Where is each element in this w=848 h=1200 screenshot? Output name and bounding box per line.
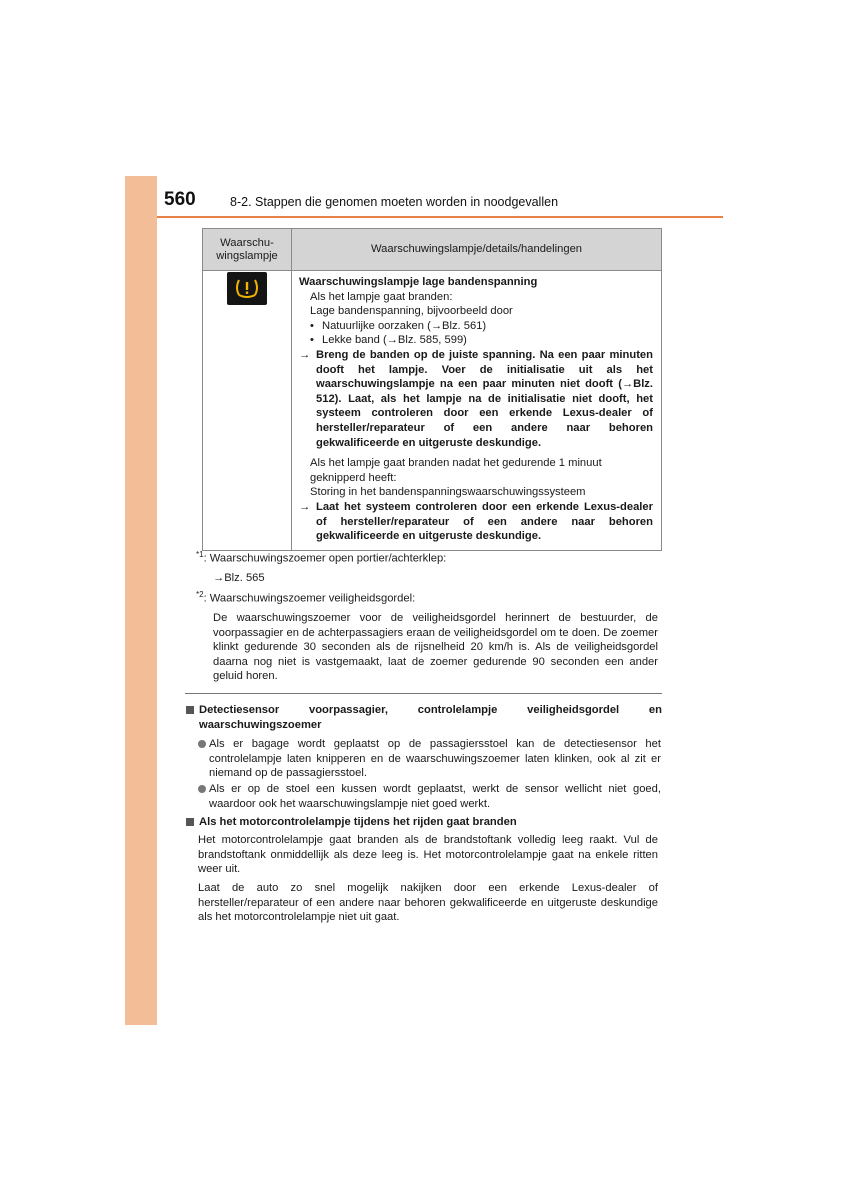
section-title: 8-2. Stappen die genomen moeten worden in noodgevallen — [230, 195, 559, 209]
warning-table — [202, 228, 662, 551]
action-2 — [299, 500, 653, 544]
section-divider — [185, 693, 662, 694]
footnote-2 — [196, 588, 415, 606]
col2-header: Waarschuwingslampje/details/handelingen — [292, 229, 662, 271]
page-number: 560 — [164, 189, 196, 210]
icon-cell — [203, 271, 292, 551]
footnote-1-ref: →Blz. 565 — [213, 572, 265, 584]
square-bullet-icon — [186, 706, 194, 714]
action-1-text: Breng de banden op de juiste spanning. Na een paar minuten dooft het lampje. Voer de initialisatie uit als het waarschuwingslampje na een paar minuten niet dooft (→Blz. 512). Laat, als het lampje na de initialisatie niet dooft, het systeem controleren door een erkende Lexus-dealer of hersteller/reparateur of een andere naar behoren gekwalificeerde en uitgeruste deskundige. — [316, 348, 653, 449]
list-item: • Natuurlijke oorzaken (→Blz. 561) — [310, 319, 487, 332]
arrow-icon: → — [299, 500, 311, 513]
list-item — [198, 782, 661, 811]
circle-bullet-icon — [198, 785, 206, 793]
section-2-heading — [186, 815, 662, 830]
condition-1: Als het lampje gaat branden: — [310, 290, 453, 303]
action-2-text: Laat het systeem controleren door een erkende Lexus-dealer of hersteller/reparateur of een andere naar behoren gekwalificeerde en uitgeruste deskundige. — [316, 500, 653, 543]
row-title: Waarschuwingslampje lage bandenspanning — [299, 276, 538, 288]
footnote-1-mark: *1 — [196, 550, 204, 559]
section-2-paragraph-1: Het motorcontrolelampje gaat branden als de brandstoftank volledig leeg raakt. Vul de brandstoftank onmiddellijk als deze leeg is. Het motorcontrolelampje gaat na enkele ritten weer uit. — [198, 834, 658, 876]
col1-header: Waarschu-wingslampje — [203, 229, 292, 271]
header-rule — [157, 216, 723, 218]
condition-1-detail: Lage bandenspanning, bijvoorbeeld door — [310, 305, 513, 318]
bullet-2: Lekke band (→Blz. 585, 599) — [322, 334, 467, 347]
list-item — [198, 737, 661, 781]
footnote-2-mark: *2 — [196, 590, 204, 599]
description-cell — [292, 271, 662, 551]
arrow-icon: → — [299, 348, 311, 361]
bullet-1: Natuurlijke oorzaken (→Blz. 561) — [322, 319, 487, 332]
square-bullet-icon — [186, 818, 194, 826]
tire-pressure-warning-icon — [227, 272, 267, 305]
section-1-bullet-1: Als er bagage wordt geplaatst op de passagiersstoel kan de detectiesensor het controlelampje laten knipperen en de waarschuwingszoemer laten klinken, ook al zit er niemand op de passagiersstoel. — [209, 738, 661, 780]
side-tab-bar — [125, 176, 157, 1025]
section-2-paragraph-2: Laat de auto zo snel mogelijk nakijken door een erkende Lexus-dealer of hersteller/reparateur of een andere naar behoren gekwalificeerde en uitgeruste deskundige als het motorcontrolelampje niet uit gaat. — [198, 882, 658, 924]
section-1-bullet-2: Als er op de stoel een kussen wordt geplaatst, werkt de sensor wellicht niet goed, waardoor ook het waarschuwingslampje niet goed werkt. — [209, 783, 661, 810]
footnote-1 — [196, 548, 446, 566]
table-row — [203, 271, 662, 551]
footnote-2-text: : Waarschuwingszoemer veiligheidsgordel: — [203, 592, 416, 605]
section-1-heading — [186, 703, 662, 732]
circle-bullet-icon — [198, 740, 206, 748]
footnote-1-text: : Waarschuwingszoemer open portier/achterklep: — [203, 552, 447, 565]
condition-2-detail: Storing in het bandenspanningswaarschuwingssysteem — [310, 486, 586, 499]
list-item: • Lekke band (→Blz. 585, 599) — [310, 334, 467, 347]
footnote-2-body: De waarschuwingszoemer voor de veiligheidsgordel herinnert de bestuurder, de voorpassagier en de achterpassagiers eraan de veiligheidsgordel om te doen. De zoemer klinkt gedurende 30 seconden als de rijsnelheid 20 km/h is. Als de veiligheidsgordel daarna nog niet is vastgemaakt, laat de zoemer gedurende 90 seconden een ander geluid horen. — [213, 612, 658, 683]
action-1 — [299, 348, 653, 450]
section-1-title: Detectiesensor voorpassagier, controlelampje veiligheidsgordel en waarschuwingszoemer — [199, 704, 662, 731]
condition-2: Als het lampje gaat branden nadat het gedurende 1 minuut geknipperd heeft: — [310, 457, 602, 484]
section-2-title: Als het motorcontrolelampje tijdens het rijden gaat branden — [199, 816, 517, 828]
